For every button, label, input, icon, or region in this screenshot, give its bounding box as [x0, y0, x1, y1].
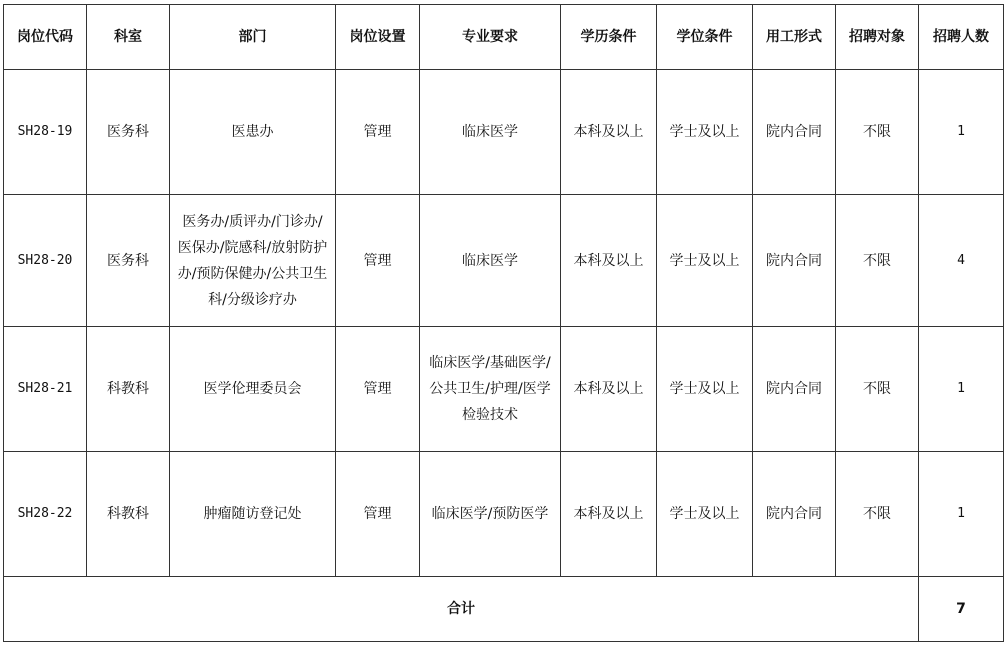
cell-employment: 院内合同 [753, 195, 836, 327]
header-employment: 用工形式 [753, 5, 836, 70]
cell-degree: 学士及以上 [657, 195, 753, 327]
cell-degree: 学士及以上 [657, 70, 753, 195]
cell-major: 临床医学/预防医学 [420, 452, 561, 577]
cell-section: 科教科 [87, 452, 170, 577]
recruitment-table [3, 4, 1004, 642]
table-row [4, 70, 1004, 195]
cell-target: 不限 [836, 70, 919, 195]
cell-education: 本科及以上 [561, 327, 657, 452]
cell-section: 科教科 [87, 327, 170, 452]
cell-count: 4 [919, 195, 1004, 327]
cell-department: 医学伦理委员会 [170, 327, 336, 452]
cell-position: 管理 [336, 327, 420, 452]
cell-count: 1 [919, 452, 1004, 577]
cell-degree: 学士及以上 [657, 452, 753, 577]
header-target: 招聘对象 [836, 5, 919, 70]
header-department: 部门 [170, 5, 336, 70]
table-row [4, 195, 1004, 327]
table-row [4, 327, 1004, 452]
cell-degree: 学士及以上 [657, 327, 753, 452]
cell-education: 本科及以上 [561, 70, 657, 195]
cell-education: 本科及以上 [561, 452, 657, 577]
cell-education: 本科及以上 [561, 195, 657, 327]
cell-department: 肿瘤随访登记处 [170, 452, 336, 577]
cell-target: 不限 [836, 195, 919, 327]
cell-major: 临床医学 [420, 195, 561, 327]
header-count: 招聘人数 [919, 5, 1004, 70]
header-education: 学历条件 [561, 5, 657, 70]
cell-department: 医患办 [170, 70, 336, 195]
cell-code: SH28-22 [4, 452, 87, 577]
header-major: 专业要求 [420, 5, 561, 70]
header-position: 岗位设置 [336, 5, 420, 70]
cell-position: 管理 [336, 195, 420, 327]
total-row [4, 577, 1004, 642]
header-section: 科室 [87, 5, 170, 70]
cell-department: 医务办/质评办/门诊办/医保办/院感科/放射防护办/预防保健办/公共卫生科/分级诊疗办 [170, 195, 336, 327]
table-row [4, 452, 1004, 577]
cell-target: 不限 [836, 452, 919, 577]
cell-count: 1 [919, 70, 1004, 195]
header-row [4, 5, 1004, 70]
cell-employment: 院内合同 [753, 70, 836, 195]
total-label: 合计 [4, 577, 919, 642]
cell-employment: 院内合同 [753, 452, 836, 577]
cell-target: 不限 [836, 327, 919, 452]
cell-section: 医务科 [87, 70, 170, 195]
cell-section: 医务科 [87, 195, 170, 327]
header-code: 岗位代码 [4, 5, 87, 70]
cell-code: SH28-20 [4, 195, 87, 327]
cell-major: 临床医学 [420, 70, 561, 195]
cell-major: 临床医学/基础医学/公共卫生/护理/医学检验技术 [420, 327, 561, 452]
cell-position: 管理 [336, 452, 420, 577]
cell-code: SH28-21 [4, 327, 87, 452]
cell-employment: 院内合同 [753, 327, 836, 452]
total-count: 7 [919, 577, 1004, 642]
header-degree: 学位条件 [657, 5, 753, 70]
cell-code: SH28-19 [4, 70, 87, 195]
cell-count: 1 [919, 327, 1004, 452]
cell-position: 管理 [336, 70, 420, 195]
